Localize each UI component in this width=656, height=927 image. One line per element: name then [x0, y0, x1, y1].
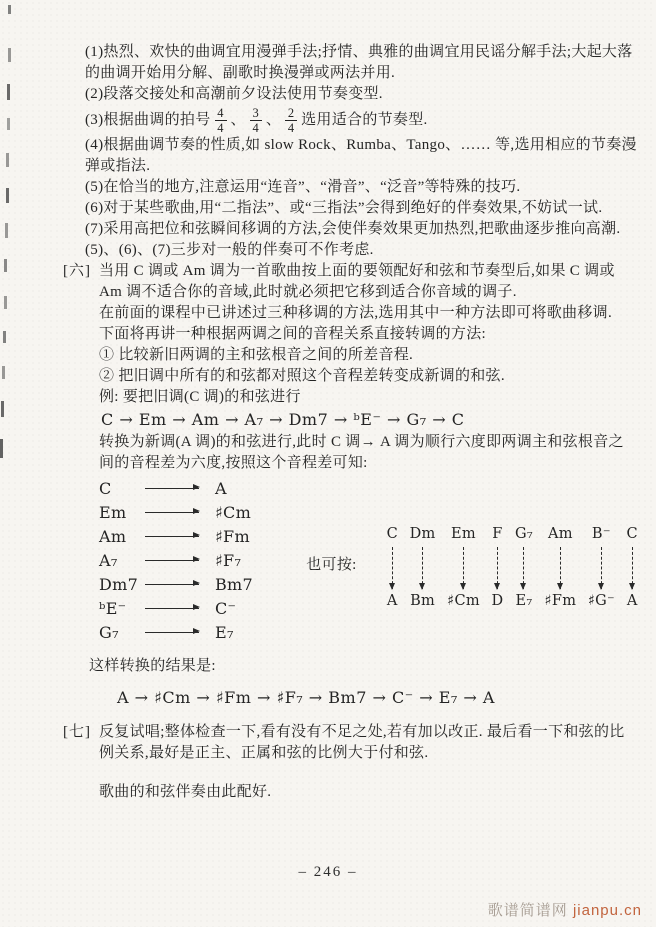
watermark	[488, 899, 642, 920]
grid-new-chord: D	[491, 593, 504, 609]
tip-text: 对于某些歌曲,用“二指法”、或“三指法”会得到绝好的伴奏效果,不妨试一试.	[103, 200, 603, 216]
transpose-grid-column	[588, 525, 615, 610]
tip-number: (1)	[85, 44, 104, 60]
time-signature-3-4: $\frac{3}{4}$	[250, 107, 262, 135]
time-signature-4-4: $\frac{4}{4}$	[215, 107, 227, 135]
section-seven	[63, 722, 638, 764]
tip-text: 根据曲调节奏的性质,如 slow Rock、Rumba、Tango、…… 等,选用相应的节奏漫弹或指法.	[85, 137, 637, 174]
old-chord: Em	[99, 502, 127, 522]
section-seven-marker: [七]	[63, 724, 91, 740]
right-arrow-icon	[145, 512, 199, 513]
section-six-marker: [六]	[63, 263, 91, 279]
watermark-site-name: 歌谱简谱网	[487, 902, 568, 919]
transpose-explanation: 转换为新调(A 调)的和弦进行,此时 C 调→ A 调为顺行六度即两调主和弦根音之间的音程差为六度,按照这个音程差可知:	[99, 434, 624, 471]
grid-old-chord: Am	[547, 526, 573, 542]
watermark-domain: jianpu.cn	[572, 902, 642, 919]
grid-old-chord: F	[492, 526, 503, 542]
tip-number: (4)	[85, 137, 104, 153]
result-label: 这样转换的结果是:	[89, 658, 216, 674]
transpose-grid-column	[545, 525, 577, 610]
tip-text: 选用适合的节奏型.	[301, 112, 428, 128]
tip-item-2	[85, 84, 638, 105]
grid-old-chord: C	[386, 526, 399, 542]
section-six	[63, 261, 638, 710]
grid-old-chord: Dm	[409, 526, 436, 542]
new-chord: Bm7	[215, 574, 254, 594]
section-six-paragraph-3: 下面将再讲一种根据两调之间的音程关系直接转调的方法:	[99, 326, 486, 342]
chord-mapping-row	[99, 500, 284, 524]
new-chord: C⁻	[215, 598, 237, 618]
new-chord: ♯Cm	[215, 502, 252, 522]
transpose-step-2: ② 把旧调中所有的和弦都对照这个音程差转变成新调的和弦.	[99, 368, 505, 384]
grid-old-chord: G₇	[514, 526, 533, 542]
tip-item-6	[85, 198, 638, 219]
transpose-step-1: ① 比较新旧两调的主和弦根音之间的所差音程.	[99, 347, 414, 363]
transpose-grid-column	[447, 525, 480, 610]
grid-old-chord: B⁻	[591, 526, 611, 542]
tip-number: (6)	[85, 200, 104, 216]
closing-line: 歌曲的和弦伴奏由此配好.	[99, 784, 272, 800]
old-key-progression: C → Em → Am → A₇ → Dm7 → ᵇE⁻ → G₇ → C	[101, 410, 465, 429]
down-arrow-icon	[632, 547, 633, 589]
tip-number: (3)	[85, 112, 104, 128]
down-arrow-icon	[601, 547, 602, 589]
section-seven-text: 反复试唱;整体检查一下,看有没有不足之处,若有加以改正. 最后看一下和弦的比例关系,最好是正主、正属和弦的比例大于付和弦.	[99, 724, 625, 761]
down-arrow-icon	[497, 547, 498, 589]
new-chord: E₇	[215, 622, 234, 642]
grid-new-chord: E₇	[515, 593, 533, 609]
example-label: 例: 要把旧调(C 调)的和弦进行	[99, 389, 301, 405]
chord-mapping-row	[99, 572, 284, 596]
transpose-grid	[387, 525, 638, 610]
tip-item-4	[85, 135, 638, 177]
transpose-grid-column	[387, 525, 398, 610]
down-arrow-icon	[523, 547, 524, 589]
grid-new-chord: ♯G⁻	[587, 593, 615, 609]
down-arrow-icon	[560, 547, 561, 589]
chord-mapping-row	[99, 524, 284, 548]
tip-text: 段落交接处和高潮前夕设法使用节奏变型.	[103, 86, 383, 102]
old-chord: G₇	[99, 622, 119, 642]
chord-mapping-row	[99, 476, 284, 500]
old-chord: C	[99, 478, 112, 498]
transpose-grid-column	[515, 525, 533, 610]
new-key-progression: A → ♯Cm → ♯Fm → ♯F₇ → Bm7 → C⁻ → E₇ → A	[117, 688, 495, 707]
transpose-grid-column	[491, 525, 503, 610]
tips-note: (5)、(6)、(7)三步对一般的伴奏可不作考虑.	[85, 242, 374, 258]
page-body	[63, 42, 638, 803]
transpose-grid-column	[410, 525, 436, 610]
old-chord: A₇	[99, 550, 118, 570]
grid-old-chord: Em	[451, 526, 476, 542]
chord-mapping-row	[99, 548, 284, 572]
grid-new-chord: ♯Fm	[544, 593, 577, 609]
grid-new-chord: ♯Cm	[447, 593, 480, 609]
grid-new-chord: A	[626, 593, 638, 609]
new-chord: ♯F₇	[215, 550, 242, 570]
new-chord: ♯Fm	[215, 526, 250, 546]
new-chord: A	[215, 478, 227, 498]
chord-mapping-row	[99, 596, 284, 620]
tip-text: 根据曲调的拍号	[103, 112, 211, 128]
tip-item-5	[85, 177, 638, 198]
tip-number: (2)	[85, 86, 104, 102]
section-six-paragraph-1: 当用 C 调或 Am 调为一首歌曲按上面的要领配好和弦和节奏型后,如果 C 调或 Am 调不适合你的音域,此时就必须把它移到适合你音域的调子.	[99, 263, 615, 300]
tip-item-7	[85, 219, 638, 240]
tip-item-1	[85, 42, 638, 84]
time-signature-2-4: $\frac{2}{4}$	[285, 107, 297, 135]
chord-mapping-row	[99, 620, 284, 644]
tip-number: (7)	[85, 221, 104, 237]
section-six-paragraph-2: 在前面的课程中已讲述过三种移调的方法,选用其中一种方法即可将歌曲移调.	[99, 305, 613, 321]
tip-text: 热烈、欢快的曲调宜用漫弹手法;抒情、典雅的曲调宜用民谣分解手法;大起大落的曲调开始用分解、副歌时换漫弹或两法并用.	[85, 44, 633, 81]
right-arrow-icon	[145, 584, 199, 585]
right-arrow-icon	[145, 608, 199, 609]
chord-mapping-area	[99, 476, 638, 644]
page-number: – 246 –	[298, 864, 358, 880]
right-arrow-icon	[145, 560, 199, 561]
alternative-label: 也可按:	[306, 557, 357, 573]
right-arrow-icon	[145, 632, 199, 633]
tip-text: 采用高把位和弦瞬间移调的方法,会使伴奏效果更加热烈,把歌曲逐步推向高潮.	[103, 221, 621, 237]
right-arrow-icon	[145, 488, 199, 489]
down-arrow-icon	[422, 547, 423, 589]
old-chord: ᵇE⁻	[99, 598, 127, 618]
transpose-grid-column	[627, 525, 638, 610]
old-chord: Dm7	[99, 574, 139, 594]
chord-mapping-list	[99, 476, 284, 644]
grid-old-chord: C	[626, 526, 638, 542]
old-chord: Am	[99, 526, 127, 546]
tip-text: 在恰当的地方,注意运用“连音”、“滑音”、“泛音”等特殊的技巧.	[103, 179, 521, 195]
tip-number: (5)	[85, 179, 104, 195]
tip-item-3: (3)根据曲调的拍号 $\frac{4}{4}$ 、 $\frac{3}{4}$ 、 $\frac{2}{4}$ 选用适合的节奏型.	[85, 105, 428, 136]
down-arrow-icon	[392, 547, 393, 589]
grid-new-chord: Bm	[410, 593, 436, 609]
grid-new-chord: A	[386, 593, 398, 609]
right-arrow-icon	[145, 536, 199, 537]
down-arrow-icon	[463, 547, 464, 589]
